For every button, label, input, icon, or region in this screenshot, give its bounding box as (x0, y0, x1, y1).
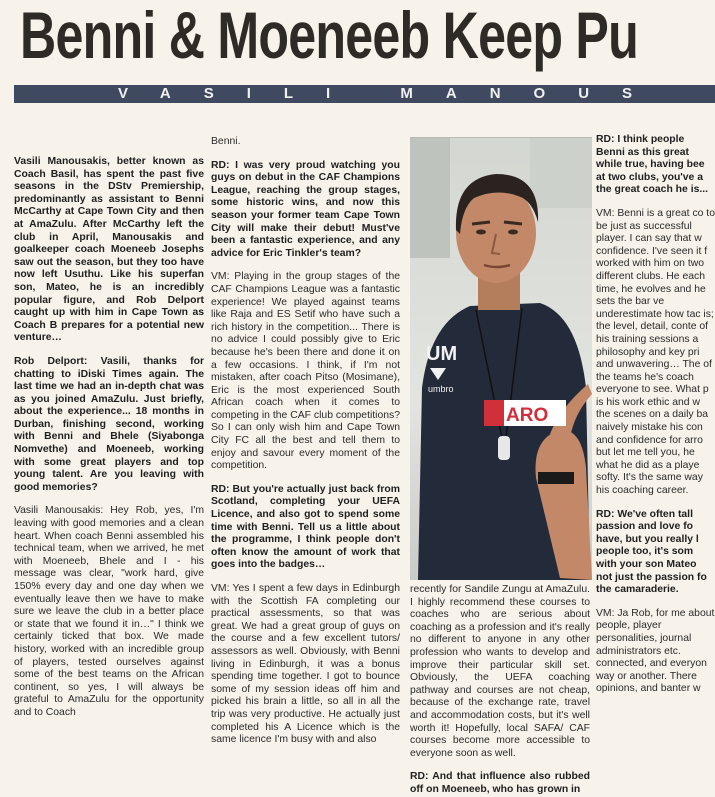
column-4 (596, 134, 715, 715)
headline: Benni & Moeneeb Keep Pu (20, 0, 638, 72)
sponsor-text: ARO (506, 405, 549, 426)
question-6: RD: We've often tall passion and love fo have, but you really l people too, it's som with your son Mateo not just the passion fo the camaraderie. (596, 508, 707, 596)
column-3 (410, 584, 590, 795)
answer-3-continued: recently for Sandile Zungu at AmaZulu. I highly recommend these courses to coaches who are serious about coaching as a profession and it's really no different to anyone in any other profession who wants to develop and improve their particular skill set. Obviously, the UEFA coaching pathway and courses are not cheap, because of the exchange rate, travel and accommodation costs, but it's well worth it! Hopefully, local SAFA/ CAF courses become more accessible to everyone soon as well. (410, 584, 590, 759)
answer-3: VM: Yes I spent a few days in Edinburgh with the Scottish FA completing our practical assessments, so that was great. We had a great group of guys on the course and a few excellent tutors/ assessors as well. Obviously, with Benni living in Edinburgh, it was a bonus spending time together. I got to bounce some of my session ideas off him and picked his brain a little, so all in all the trip was very productive. He actually just completed his A Licence which is the same licence I'm busy with and also (211, 583, 400, 746)
whistle-icon (498, 436, 510, 460)
question-3: RD: But you're actually just back from Scotland, completing your UEFA Licence, and also got to spend some time with Benni. Tell us a little about the programme, I think people don't often know the amount of work that goes into the badges… (211, 483, 400, 571)
byline: VASILI MANOUS (118, 85, 666, 102)
column-1 (14, 156, 204, 718)
question-4: RD: And that influence also rubbed off on Moeneeb, who has grown in (410, 771, 590, 795)
answer-6: VM: Ja Rob, for me about people, player personalities, journal administrators etc. connected, and everyon way or another. There opinions, and banter w (596, 607, 715, 695)
question-5: RD: I think people Benni as this great while true, having bee at two clubs, you've a the great coach he is... (596, 134, 709, 196)
answer-2: VM: Playing in the group stages of the CAF Champions League was a fantastic experience! We played against teams like Raja and ES Setif who have such a rich history in the competition... There is no advice I could possibly give to Eric because he's been there and done it on a few occasions. I think, if I'm not mistaken, after coach Pitso (Mosimane), Eric is the most experienced South African coach when it comes to competing in the CAF club competitions? So I can only wish him and Cape Town City FC all the best and tell them to enjoy and savour every moment of the competition. (211, 271, 400, 472)
shirt-badge: UM (426, 343, 458, 365)
question-1: Rob Delport: Vasili, thanks for chatting to iDiski Times again. The last time we had an in-depth chat was as you joined AmaZulu. Just briefly, about the experience... 18 months in Durban, finishing second, working with Benni and Bhele (Siyabonga Nomvethe) and Moeneeb, working with some great players and top young talent. Are you leaving with good memories? (14, 355, 204, 493)
coach-photo-illustration (410, 138, 592, 580)
coach-photo (410, 137, 592, 580)
byline-bar (14, 85, 715, 103)
answer-1-end: Benni. (211, 136, 241, 147)
intro-paragraph: Vasili Manousakis, better known as Coach Basil, has spent the past five seasons in the DStv Premiership, predominantly as assistant to Benni McCarthy at Cape Town City and then at AmaZulu. After McCarthy left the club in April, Manousakis and goalkeeper coach Moeneeb Josephs saw out the season, but they too have now left Usuthu. Like his superfan son, Mateo, he is an incredibly popular figure, and Rob Delport caught up with him in Cape Town as Coach B prepares for a potential new venture… (14, 156, 204, 344)
column-2 (211, 136, 400, 746)
shirt-brand: umbro (428, 384, 454, 394)
answer-5: VM: Benni is a great co to be just as successful player. I can say that w confidence. I've seen it f worked with him on two different clubs. He each time, he evolves and he sets the bar ve underestimate how tac is; the level, detail, conte of his training sessions a philosophy and key pri and unwavering… The of the teams he's coach everyone to see. What p is his work ethic and w the scenes on a daily ba naively mistake his con and confidence for arro but let me tell you, he what he did as a playe softy. It's the same way his coaching career. (596, 207, 715, 497)
question-2: RD: I was very proud watching you guys on debut in the CAF Champions League, reaching the group stages, some historic wins, and now this season your former team Cape Town City will make their debut! Must've been a fantastic experience, and any advice for Eric Tinkler's team? (211, 159, 400, 259)
answer-1: Vasili Manousakis: Hey Rob, yes, I'm leaving with good memories and a clean heart. When coach Benni assembled his technical team, when we arrived, he met with Moeneeb, Bhele and I - his message was clear, "work hard, give 150% every day and one day when we eventually leave then we have to make sure we leave the club in a better place or state that we found it in…" I think we certainly ticked that box. We made history, worked with an incredible group of players, tested ourselves against some of the best teams on the African continent, so yes, I will always be grateful to AmaZulu for the opportunity and to Coach (14, 505, 204, 718)
